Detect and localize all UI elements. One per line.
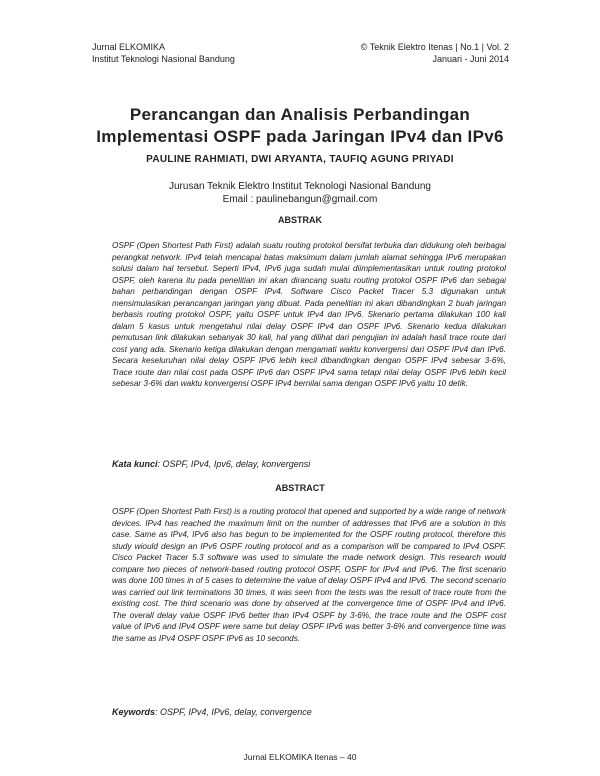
volume-info: © Teknik Elektro Itenas | No.1 | Vol. 2 xyxy=(360,42,509,52)
title-line-2: Implementasi OSPF pada Jaringan IPv4 dan IPv6 xyxy=(96,127,504,146)
page-footer: Jurnal ELKOMIKA Itenas – 40 xyxy=(243,752,357,762)
abstrak-heading: ABSTRAK xyxy=(278,215,322,225)
author-list: PAULINE RAHMIATI, DWI ARYANTA, TAUFIQ AGUNG PRIYADI xyxy=(146,154,454,165)
journal-header-right xyxy=(361,41,509,65)
keywords-label: Keywords xyxy=(112,707,156,717)
journal-name: Jurnal ELKOMIKA xyxy=(92,42,166,52)
keywords xyxy=(112,707,506,717)
author-affiliation xyxy=(60,180,540,206)
issue-period: Januari - Juni 2014 xyxy=(432,54,509,64)
abstrak-body: OSPF (Open Shortest Path First) adalah suatu routing protokol bersifat terbuka dan didukung oleh berbagai perangkat network. IPv4 telah mencapai batas maksimum dalam jumlah alamat sehingga IPv6 merupakan solusi dalam hal tersebut. Seperti IPv4, IPv6 juga sudah mulai diimplementasikan untuk routing protokol OSPF, oleh karena itu pada penelitian ini akan dirancang suatu routing protokol OSPF IPv6 dan sebagai bahan perbandingan dengan OSPF IPv4. Software Cisco Packet Tracer 5.3 digunakan untuk mensimulasikan perancangan jaringan yang dibuat. Pada penelitian ini akan dibandingkan 2 buah jaringan berbasis routing protokol OSPF, yaitu OSPF untuk IPv4 dan IPv6. Skenario pertama dilakukan 100 kali dalam 5 kasus untuk mengetahui nilai delay OSPF IPv4 dan OSPF IPv6. Skenario kedua dilakukan pemutusan link dilakukan sebanyak 30 kali, hal yang dilihat dari pengujian ini adalah hasil trace route dari cost yang ada. Skenario ketiga dilakukan dengan mengamati waktu konvergensi dari OSPF IPv4 dan IPv6. Secara keseluruhan nilai delay OSPF IPv6 lebih kecil dibandingkan dengan OSPF IPv4 sebesar 3-6%, Trace route dan nilai cost pada OSPF IPv6 dan OSPF IPv4 sama tetapi nilai delay OSPF IPv6 lebih kecil sebesar 3-6% dan waktu konvergensi OSPF IPv4 bernilai sama dengan OSPF IPv6 yaitu 10 detik. xyxy=(112,241,506,388)
kata-kunci-text: : OSPF, IPv4, Ipv6, delay, konvergensi xyxy=(157,459,311,469)
institution-name: Institut Teknologi Nasional Bandung xyxy=(92,54,235,64)
abstract-body: OSPF (Open Shortest Path First) is a routing protocol that opened and supported by a wide range of network devices. IPv4 has reached the maximum limit on the number of addresses that IPv6 are a solution in this case. Same as IPv4, IPv6 also has begun to be implemented for the OSPF routing protocol, therefore this study wiould design an IPv6 OSPF routing protocol and as a comparison will be compared to IPv4 OSPF. Cisco Packet Tracer 5.3 software was used to simulate the made network design. This research would compare two pieces of network-based routing protocol OSPF, OSPF for IPv4 and IPv6. The first scenario was done 100 times in of 5 cases to determine the value of delay OSPF IPv4 and IPv6. The second scenario was carried out link terminations 30 times, it was seen from the tests was the result of trace route from the existing cost. The third scenario was done by observed at the convergence time of OSPF IPv4 and IPv6. The overall delay value OSPF IPv6 better than IPv4 OSPF by 3-6%, the trace route and the OSPF cost value of IPv6 and IPv4 OSPF were same but delay OSPF IPv6 was better 3-6% and convergence time was the same as IPv4 OSPF OSPF IPv6 as 10 seconds. xyxy=(112,507,506,643)
affiliation-text: Jurusan Teknik Elektro Institut Teknologi Nasional Bandung xyxy=(168,181,431,192)
author-email: Email : paulinebangun@gmail.com xyxy=(222,194,378,205)
paper-title xyxy=(60,104,540,148)
title-line-1: Perancangan dan Analisis Perbandingan xyxy=(129,105,471,124)
kata-kunci-label: Kata kunci xyxy=(112,459,158,469)
keywords-text: : OSPF, IPv4, IPv6, delay, convergence xyxy=(155,707,312,717)
journal-header-left xyxy=(92,41,235,65)
abstract-heading: ABSTRACT xyxy=(275,483,325,493)
kata-kunci xyxy=(112,459,506,469)
